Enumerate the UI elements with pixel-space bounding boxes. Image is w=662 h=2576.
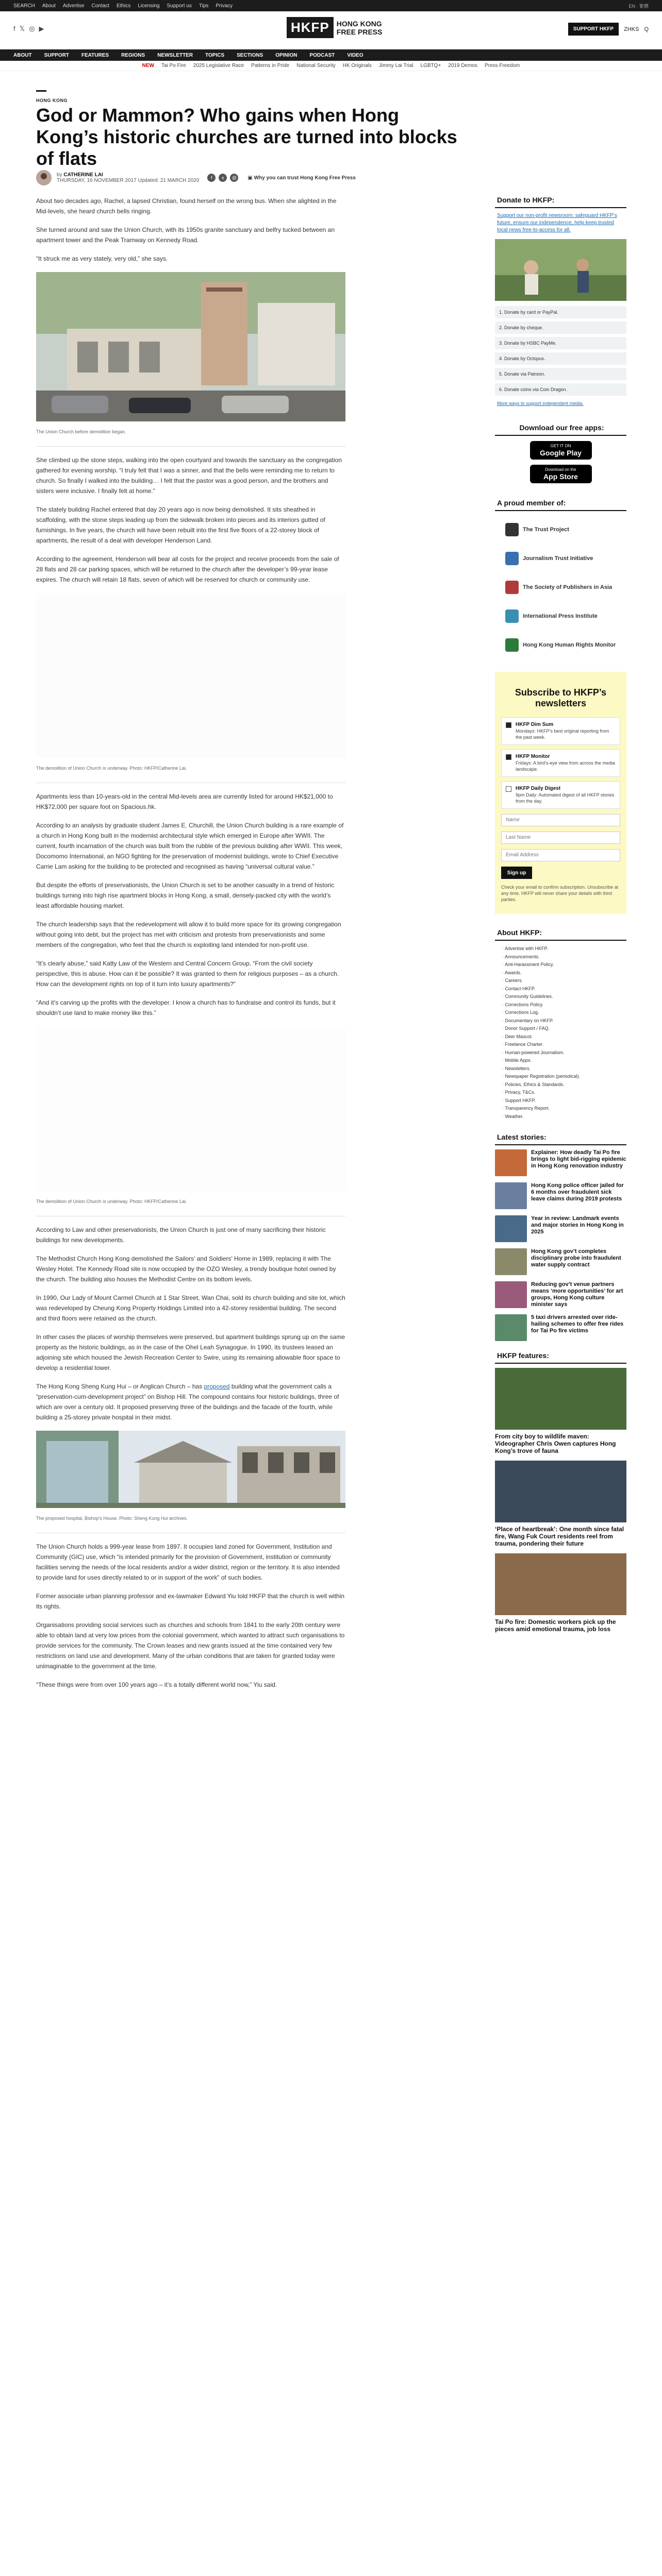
new-badge: NEW	[142, 63, 154, 69]
photo-image	[36, 593, 345, 758]
apps-title: Download our free apps:	[495, 423, 626, 436]
feature-item[interactable]	[495, 1461, 626, 1547]
article-paragraph: About two decades ago, Rachel, a lapsed Christian, found herself on the wrong bus. When she alighted in the Mid-levels, she heard church bells ringing.	[36, 197, 337, 215]
search-link[interactable]: SEARCH	[13, 3, 35, 9]
features-widget	[495, 1351, 626, 1633]
tag-link[interactable]: National Security	[296, 63, 336, 69]
logo-mark: HKFP	[287, 17, 334, 38]
support-hkfp-button[interactable]: SUPPORT HKFP	[568, 23, 619, 36]
article-paragraph: Apartments less than 10-years-old in the central Mid-levels area are currently listed for around HK$21,000 to HK$72,000 per square foot on Spacious.hk.	[36, 793, 333, 810]
top-utility-bar	[0, 0, 662, 11]
tag-link[interactable]: Press Freedom	[485, 63, 520, 69]
donate-title: Donate to HKFP:	[495, 196, 626, 208]
topbar-link-8[interactable]: Privacy	[216, 3, 233, 9]
nav-item-newsletter[interactable]: NEWSLETTER	[157, 52, 193, 58]
about-link[interactable]: · Careers.	[502, 977, 626, 985]
newsletter-option[interactable]	[501, 717, 620, 745]
main-nav	[0, 49, 662, 61]
topbar-link-1[interactable]: About	[42, 3, 56, 9]
about-link[interactable]: · Documentary on HKFP.	[502, 1017, 626, 1025]
article-paragraph: According to the agreement, Henderson will bear all costs for the project and receive proceeds from the sale of 28 flats and 28 car parking spaces, which will be returned to the church after the developer’s 99-year lease expires. The church will retain 18 flats, seven of which will be reserved for church or community use.	[36, 555, 339, 583]
tag-link[interactable]: Tai Po Fire	[161, 63, 186, 69]
member-logo[interactable]	[495, 515, 626, 544]
feature-title[interactable]: Tai Po fire: Domestic workers pick up the pieces amid emotional trauma, job loss	[495, 1618, 616, 1633]
apps-widget	[495, 423, 626, 483]
article-paragraph: The church leadership says that the redevelopment will allow it to build more space for its growing congregation without going into debt, but the project has met with criticism and protests from preservationists and some members of the congregation, who feel that the church is exploiting land intended for non-profit use.	[36, 921, 341, 948]
newsletter-desc: Fridays: A bird’s-eye view from across the media landscape.	[516, 760, 615, 772]
topbar-link-4[interactable]: Ethics	[116, 3, 131, 9]
about-link[interactable]: · Mobile Apps.	[502, 1057, 626, 1065]
trending-tags	[0, 61, 662, 71]
article-headline: God or Mammon? Who gains when Hong Kong’s historic churches are turned into blocks of flats	[36, 105, 457, 169]
tag-link[interactable]: 2019 Demos	[448, 63, 477, 69]
topbar-link-6[interactable]: Support us	[167, 3, 192, 9]
signup-button[interactable]: Sign up	[501, 867, 532, 879]
feature-image	[495, 1553, 626, 1615]
article-category[interactable]: HONG KONG	[36, 98, 68, 103]
byline	[36, 170, 356, 185]
donate-option[interactable]: 3. Donate by HSBC PayMe.	[495, 337, 626, 349]
latest-title[interactable]: Reducing gov’t venue partners means ‘more opportunities’ for art groups, Hong Kong culture minister says	[531, 1281, 623, 1308]
article-paragraph: “And it’s carving up the profits with the developer. I know a church has to fundraise and control its funds, but it shouldn’t use land to make money like this.”	[36, 999, 336, 1016]
masthead	[0, 11, 662, 49]
about-link[interactable]: · Weather.	[502, 1113, 626, 1121]
article-photo	[36, 272, 345, 447]
donate-text[interactable]: Support our non-profit newsroom: safeguard HKFP’s future, ensure our independence, help keep trusted local news free-to-access for all.	[497, 213, 617, 233]
google-play-badge[interactable]: GET IT ON Google Play	[530, 441, 592, 460]
article-paragraph: She climbed up the stone steps, walking into the open courtyard and towards the sanctuary as the congregation gathered for evening worship. “I truly felt that I was a sinner, and that the bells were reminding me to return to church. So finally I walked into the building… I felt that the pastor was a good person, and the brothers and sisters were inclusive. I finally felt at home.”	[36, 456, 342, 495]
latest-item[interactable]	[495, 1248, 626, 1275]
nav-item-sections[interactable]: SECTIONS	[237, 52, 263, 58]
tag-link[interactable]: LGBTQ+	[420, 63, 441, 69]
photo-caption: The Union Church before demolition began.	[36, 425, 345, 447]
latest-thumb	[495, 1314, 527, 1341]
latest-title[interactable]: Year in review: Landmark events and major stories in Hong Kong in 2025	[531, 1215, 624, 1235]
article-dates: THURSDAY, 16 NOVEMBER 2017 Updated: 21 MARCH 2020	[57, 178, 200, 183]
features-title: HKFP features:	[495, 1351, 626, 1364]
latest-title[interactable]: 5 taxi drivers arrested over ride-hailing schemes to offer free rides for Tai Po fire victims	[531, 1314, 624, 1334]
twitter-icon[interactable]: 𝕏	[19, 25, 25, 32]
about-link[interactable]: · Contact HKFP.	[502, 985, 626, 993]
member-name: The Trust Project	[523, 527, 569, 533]
article-photo	[36, 1026, 345, 1216]
about-link[interactable]: · Donor Support / FAQ.	[502, 1025, 626, 1033]
article-photo	[36, 593, 345, 783]
tag-link[interactable]: 2025 Legislative Race	[193, 63, 244, 69]
logo-line-1: HONG KONG	[336, 19, 382, 28]
photo-image	[36, 272, 345, 421]
more-ways-link[interactable]: More ways to support independent media.	[497, 401, 584, 406]
newsletter-note: Check your email to confirm subscription. Unsubscribe at any time. HKFP will never share your details with third parties.	[501, 885, 619, 902]
latest-title[interactable]: Explainer: How deadly Tai Po fire brings to light bid-rigging epidemic in Hong Kong renovation industry	[531, 1149, 626, 1169]
article-paragraph: The Hong Kong Sheng Kung Hui – or Anglican Church – has proposed building what the government calls a “preservation-cum-development project” on Bishop Hill. The compound contains four historic buildings, three of which are over a century old. It proposed preserving three of the buildings and the facade of the fourth, while building a 25-storey private hospital in their midst.	[36, 1383, 339, 1421]
by-label: by	[57, 172, 62, 178]
topbar-link-2[interactable]: Advertise	[62, 3, 85, 9]
name-field[interactable]: Name	[501, 814, 620, 826]
masthead-social-icons	[13, 25, 44, 33]
article-body	[36, 196, 345, 1698]
article-photo	[36, 1431, 345, 1533]
article-paragraph: The stately building Rachel entered that day 20 years ago is now being demolished. It sits sheathed in scaffolding, with the stone steps leading up from the sidewalk broken into pieces and its interiors gutted of furnishings. In five years, the church will have been rebuilt into the first five floors of a 22-storey block of apartments, the result of a deal with developer Henderson Land.	[36, 506, 325, 544]
latest-item[interactable]	[495, 1215, 626, 1242]
donate-photo	[495, 239, 626, 301]
tag-link[interactable]: HK Originals	[342, 63, 372, 69]
search-icon[interactable]: Q	[644, 26, 649, 32]
photo-image	[36, 1026, 345, 1191]
site-logo[interactable]	[287, 17, 382, 38]
latest-thumb	[495, 1149, 527, 1176]
member-logo[interactable]	[495, 631, 626, 659]
nav-item-regions[interactable]: REGIONS	[121, 52, 145, 58]
newsletter-desc: Mondays: HKFP’s best original reporting from the past week.	[516, 728, 609, 740]
donate-option[interactable]: 1. Donate by card or PayPal.	[495, 306, 626, 318]
photo-caption: The proposed hospital, Bishop’s House. Photo: Sheng Kung Hui archives.	[36, 1511, 345, 1533]
member-widget	[495, 499, 626, 659]
topbar-link-7[interactable]: Tips	[198, 3, 209, 9]
facebook-icon[interactable]: f	[13, 25, 15, 32]
donate-option[interactable]: 5. Donate via Patreon.	[495, 368, 626, 380]
latest-thumb	[495, 1281, 527, 1308]
donate-widget	[495, 196, 626, 417]
sidebar	[495, 196, 626, 1639]
nav-item-podcast[interactable]: PODCAST	[309, 52, 335, 58]
article-paragraph: The Methodist Church Hong Kong demolished the Sailors’ and Soldiers’ Home in 1989, replacing it with The Wesley Hotel. The Kennedy Road site is now occupied by the OZO Wesley, a trendy boutique hotel owned by the church. The building also houses the Methodist Centre on its bottom levels.	[36, 1255, 336, 1283]
member-name: The Society of Publishers in Asia	[523, 584, 613, 590]
topbar-language[interactable]: EN · 繁體	[628, 3, 649, 9]
member-logo[interactable]	[495, 544, 626, 573]
topbar-link-5[interactable]: Licensing	[138, 3, 160, 9]
feature-title[interactable]: ‘Place of heartbreak’: One month since fatal fire, Wang Fuk Court residents reel from trauma, pondering their future	[495, 1526, 624, 1547]
member-name: Hong Kong Human Rights Monitor	[523, 642, 616, 648]
share-facebook-icon[interactable]: f	[207, 174, 216, 182]
tag-link[interactable]: Patterns in Pride	[251, 63, 290, 69]
photo-image	[36, 1431, 345, 1508]
nav-item-opinion[interactable]: OPINION	[275, 52, 297, 58]
latest-item[interactable]	[495, 1182, 626, 1209]
member-logo[interactable]	[495, 573, 626, 602]
latest-title: Latest stories:	[495, 1133, 626, 1145]
latest-thumb	[495, 1182, 527, 1209]
article-paragraph: But despite the efforts of preservationists, the Union Church is set to be another casualty in a trend of historic buildings turning into high rise apartment blocks in Hong Kong, a small, densely-packed city with the world’s least affordable housing market.	[36, 882, 335, 909]
feature-image	[495, 1368, 626, 1430]
article-paragraph: Organisations providing social services such as churches and schools from 1841 to the early 20th century were able to obtain land at very low prices from the colonial government, which wanted to attract such organisations to provide services for the community. The Crown leases and new grants issued at the time contained very few restrictions on land use and development. Many of the urban conditions that are taken for granted today were unimaginable to the government at the time.	[36, 1621, 345, 1670]
language-switch[interactable]: ZHKS	[624, 26, 639, 32]
article-paragraph: According to an analysis by graduate student James E. Churchill, the Union Church building is a rare example of a church in Hong Kong built in the modernist architectural style which emerged in Europe after WWII. The current, fourth incarnation of the church was built from the rubble of the previous building after WWII. This week, Docomomo International, an NGO fighting for the preservation of modernist buildings, wrote to Chief Executive Carrie Lam asking for the building to be protected and recognised as having “universal cultural value.”	[36, 822, 344, 870]
latest-thumb	[495, 1248, 527, 1275]
newsletter-name: HKFP Daily Digest	[516, 786, 561, 791]
article-paragraph: In 1990, Our Lady of Mount Carmel Church at 1 Star Street, Wan Chai, sold its church building and site lot, which was redeveloped by Cheung Kong Property Holdings Limited into a 42-storey residential building. The second and third floors were retained as the church.	[36, 1294, 345, 1322]
photo-caption: The demolition of Union Church is underway. Photo: HKFP/Catherine Lai.	[36, 761, 345, 783]
article-paragraph: She turned around and saw the Union Church, with its 1950s granite sanctuary and belfry tucked between an apartment tower and the Peak Tramway on Kennedy Road.	[36, 226, 335, 244]
latest-thumb	[495, 1215, 527, 1242]
author-name[interactable]: CATHERINE LAI	[63, 172, 103, 178]
latest-widget	[495, 1133, 626, 1341]
about-link[interactable]: · Policies, Ethics & Standards.	[502, 1081, 626, 1089]
nav-item-topics[interactable]: TOPICS	[205, 52, 225, 58]
member-title: A proud member of:	[495, 499, 626, 511]
newsletter-widget	[495, 672, 626, 914]
about-link[interactable]: · Corrections Log.	[502, 1009, 626, 1017]
about-link[interactable]: · Transparency Report.	[502, 1105, 626, 1113]
logo-line-2: FREE PRESS	[336, 27, 383, 36]
about-link[interactable]: · Awards.	[502, 969, 626, 977]
newsletter-checkbox[interactable]	[506, 754, 511, 760]
newsletter-name: HKFP Dim Sum	[516, 722, 554, 727]
newsletter-checkbox[interactable]	[506, 722, 511, 728]
article-paragraph: “These things were from over 100 years ago – it’s a totally different world now,” Yiu said.	[36, 1681, 277, 1688]
latest-title[interactable]: Hong Kong police officer jailed for 6 months over fraudulent sick leave claims during 2019 protests	[531, 1182, 624, 1202]
about-link[interactable]: · Freelance Charter.	[502, 1041, 626, 1049]
nav-item-video[interactable]: VIDEO	[347, 52, 363, 58]
share-twitter-icon[interactable]: x	[219, 174, 227, 182]
latest-title[interactable]: Hong Kong gov’t completes disciplinary probe into fraudulent water supply contract	[531, 1248, 621, 1268]
about-link[interactable]: · Privacy, T&Cs.	[502, 1089, 626, 1097]
about-link[interactable]: · Community Guidelines.	[502, 993, 626, 1001]
newsletter-option[interactable]	[501, 749, 620, 777]
about-link[interactable]: · Human-powered Journalism.	[502, 1049, 626, 1057]
article-paragraph: Former associate urban planning professor and ex-lawmaker Edward Yiu told HKFP that the church is well within its rights.	[36, 1592, 345, 1610]
about-link[interactable]: · Support HKFP.	[502, 1097, 626, 1105]
member-mark	[505, 552, 519, 565]
nav-item-features[interactable]: FEATURES	[81, 52, 109, 58]
article-paragraph: The Union Church holds a 999-year lease from 1897. It occupies land zoned for Government, Institution and Community (GIC) use, which “is intended primarily for the provision of Government, institution or community facilities serving the needs of the local residents and/or a wider district, region or the territory. It is also intended to provide land for uses directly related to or in support of the work” of such bodies.	[36, 1543, 340, 1581]
donate-option[interactable]: 2. Donate by cheque.	[495, 321, 626, 334]
tag-link[interactable]: Jimmy Lai Trial	[378, 63, 413, 69]
trust-link[interactable]: ▣ Why you can trust Hong Kong Free Press	[247, 175, 356, 181]
donate-option[interactable]: 4. Donate by Octopus.	[495, 352, 626, 365]
about-title: About HKFP:	[495, 928, 626, 941]
donate-option[interactable]: 6. Donate coins via Coin Dragon.	[495, 383, 626, 396]
newsletter-option[interactable]	[501, 781, 620, 809]
about-link[interactable]: · Announcements.	[502, 953, 626, 961]
about-link[interactable]: · Deer Mascot.	[502, 1033, 626, 1041]
author-avatar	[36, 170, 52, 185]
email-field[interactable]: Email Address	[501, 849, 620, 861]
app-store-badge[interactable]: Download on the App Store	[530, 465, 592, 483]
feature-image	[495, 1461, 626, 1522]
article-paragraph: “It struck me as very stately, very old,” she says.	[36, 255, 168, 262]
category-rule	[36, 90, 46, 92]
article-paragraph: “It’s clearly abuse,” said Katty Law of the Western and Central Concern Group. “From the civil society perspective, this is abuse. How can it be possible? It was granted to them for religious purposes – as a church. How can the development rights on top of it turn into luxury apartments?”	[36, 960, 339, 988]
newsletter-name: HKFP Monitor	[516, 754, 550, 759]
article-paragraph: According to Law and other preservationists, the Union Church is just one of many sacrificing their historic buildings for new developments.	[36, 1226, 326, 1244]
about-link[interactable]: · Newspaper Registration (periodical).	[502, 1073, 626, 1081]
feature-item[interactable]	[495, 1368, 626, 1454]
last-name-field[interactable]: Last Name	[501, 832, 620, 844]
newsletter-desc: 9pm Daily: Automated digest of all HKFP stories from the day.	[516, 792, 615, 804]
share-email-icon[interactable]: @	[230, 174, 238, 182]
proposed-link[interactable]: proposed	[204, 1383, 230, 1390]
about-link[interactable]: · Newsletters.	[502, 1065, 626, 1073]
article-paragraph: In other cases the places of worship themselves were preserved, but apartment buildings sprung up on the same property as the historic buildings, as in the case of the Ohel Leah Synagogue. In 1990, its trustees leased an adjoining site which housed the Jewish Recreation Center to Swire, using its remaining allowable floor space to develop a residential tower.	[36, 1333, 345, 1371]
newsletter-title: Subscribe to HKFP’s newsletters	[515, 687, 607, 708]
member-name: International Press Institute	[523, 613, 598, 619]
nav-item-support[interactable]: SUPPORT	[44, 52, 69, 58]
latest-item[interactable]	[495, 1149, 626, 1176]
about-link[interactable]: · Corrections Policy.	[502, 1001, 626, 1009]
feature-item[interactable]	[495, 1553, 626, 1633]
feature-title[interactable]: From city boy to wildlife maven: Videographer Chris Owen captures Hong Kong’s trove of fauna	[495, 1433, 616, 1454]
member-logo[interactable]	[495, 602, 626, 631]
member-mark	[505, 638, 519, 652]
instagram-icon[interactable]: ◎	[29, 25, 35, 32]
youtube-icon[interactable]: ▶	[39, 25, 44, 32]
about-link[interactable]: · Anti-Harassment Policy.	[502, 961, 626, 969]
member-mark	[505, 609, 519, 623]
about-widget	[495, 928, 626, 1121]
newsletter-checkbox[interactable]	[506, 786, 511, 792]
photo-caption: The demolition of Union Church is underway. Photo: HKFP/Catherine Lai.	[36, 1194, 345, 1216]
latest-item[interactable]	[495, 1314, 626, 1341]
member-mark	[505, 581, 519, 594]
member-name: Journalism Trust Initiative	[523, 555, 593, 562]
member-mark	[505, 523, 519, 536]
latest-item[interactable]	[495, 1281, 626, 1308]
nav-item-about[interactable]: ABOUT	[13, 52, 32, 58]
about-link[interactable]: · Advertise with HKFP.	[502, 945, 626, 953]
topbar-link-3[interactable]: Contact	[91, 3, 109, 9]
